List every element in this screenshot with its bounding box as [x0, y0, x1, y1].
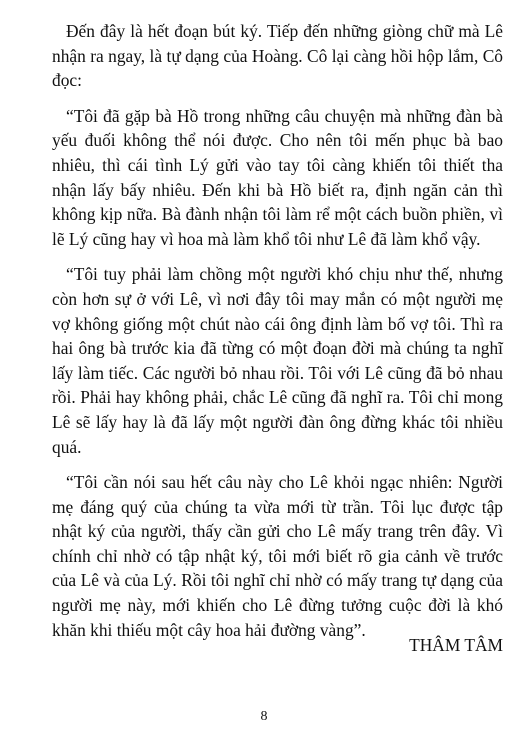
document-body	[52, 19, 503, 653]
paragraph-letter-3: “Tôi cần nói sau hết câu này cho Lê khỏi ngạc nhiên: Người mẹ đáng quý của chúng ta vừa mới từ trần. Tôi lục được tập nhật ký của người, thấy cần gửi cho Lê mấy trang trên đây. Vì chính chỉ nhờ có tập nhật ký, tôi mới biết rõ gia cảnh về trước của Lê và của Lý. Rồi tôi nghĩ chỉ nhờ có mấy trang tự dạng của người mẹ này, mới khiến cho Lê đừng tưởng cuộc đời là khó khăn khi thiếu một cây hoa hải đường vàng”.	[52, 472, 503, 640]
author-signature: THÂM TÂM	[409, 635, 503, 655]
page-number: 8	[260, 709, 268, 724]
paragraph-letter-1: “Tôi đã gặp bà Hồ trong những câu chuyện mà những đàn bà yếu đuối không thể nói được. Cho nên tôi mến phục bà bao nhiêu, thì cái tình Lý gửi vào tay tôi càng khiến tôi thiết tha nhận lấy bấy nhiêu. Đến khi bà Hồ biết ra, định ngăn cản thì không kịp nữa. Bà đành nhận tôi làm rể một cách buồn phiền, vì lẽ Lý cũng hay vì hoa mà làm khổ tôi như Lê đã làm khổ vậy.	[52, 105, 503, 249]
paragraph-intro: Đến đây là hết đoạn bút ký. Tiếp đến những giòng chữ mà Lê nhận ra ngay, là tự dạng của Hoàng. Cô lại càng hồi hộp lắm, Cô đọc:	[52, 21, 503, 91]
paragraph-letter-2: “Tôi tuy phải làm chồng một người khó chịu như thế, nhưng còn hơn sự ở với Lê, vì nơi đây tôi may mắn có một người mẹ vợ không giống một chút nào cái ông định làm bố vợ tôi. Thì ra hai ông bà trước kia đã từng có một đoạn đời mà chúng ta nghĩ lấy làm tiếc. Các người bỏ nhau rồi. Tôi với Lê cũng đã bỏ nhau rồi. Phải hay không phải, chắc Lê cũng đã nghĩ ra. Tôi chỉ mong Lê sẽ lấy hay là đã lấy một người đàn ông đừng khác tôi nhiều quá.	[52, 264, 503, 457]
